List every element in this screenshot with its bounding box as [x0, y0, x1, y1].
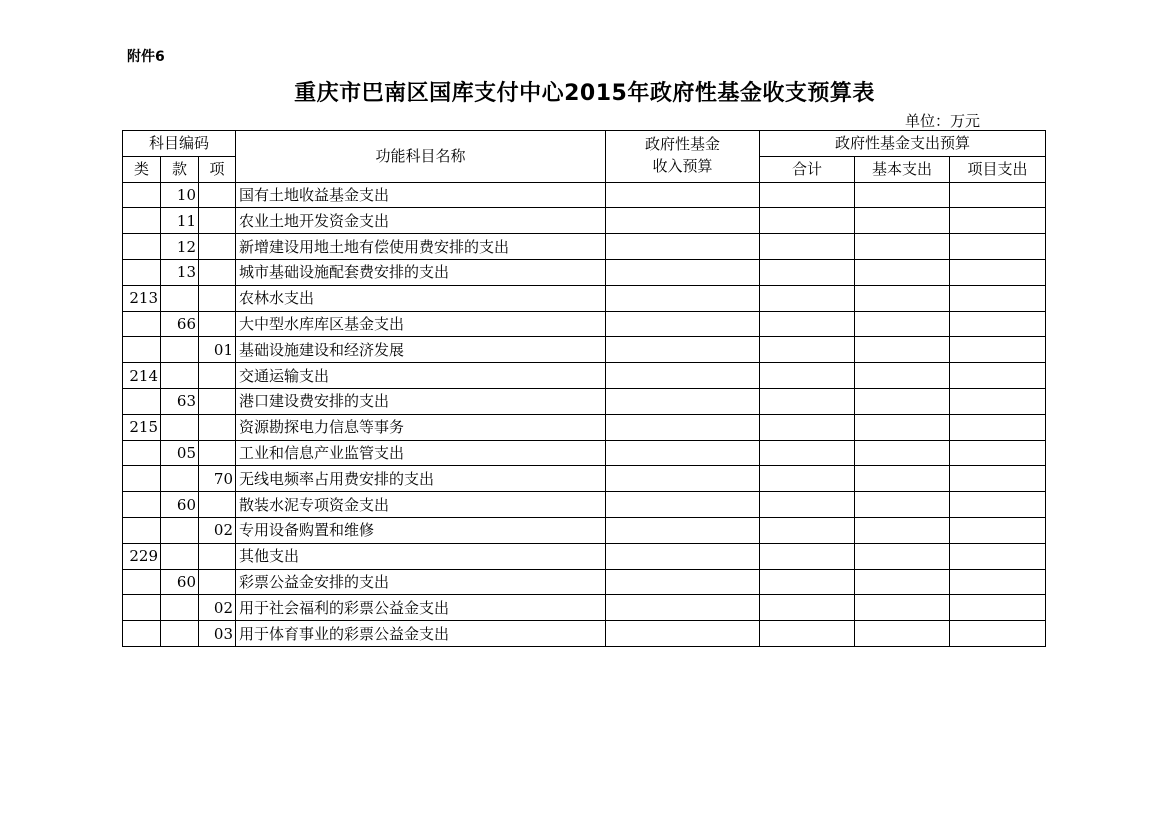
expense-total: [760, 182, 855, 208]
attachment-label: 附件6: [127, 49, 165, 65]
subject-name: 城市基础设施配套费安排的支出: [236, 259, 606, 285]
code-kuan: 10: [161, 182, 199, 208]
expense-total: [760, 492, 855, 518]
kuan-header: 款: [161, 156, 199, 182]
page-title: 重庆市巴南区国库支付中心2015年政府性基金收支预算表: [294, 81, 875, 106]
total-header: 合计: [760, 156, 855, 182]
expense-project: [950, 440, 1046, 466]
table-row: [123, 517, 1046, 543]
expense-total: [760, 414, 855, 440]
code-xiang: [199, 414, 236, 440]
code-xiang: [199, 543, 236, 569]
expense-project: [950, 363, 1046, 389]
expense-basic: [855, 285, 950, 311]
expense-basic: [855, 208, 950, 234]
code-lei: [123, 492, 161, 518]
income-budget: [606, 440, 760, 466]
expense-project: [950, 311, 1046, 337]
table-row: [123, 363, 1046, 389]
code-lei: [123, 569, 161, 595]
subject-name: 交通运输支出: [236, 363, 606, 389]
table-row: [123, 621, 1046, 647]
code-xiang: [199, 208, 236, 234]
subject-name: 无线电频率占用费安排的支出: [236, 466, 606, 492]
income-budget: [606, 234, 760, 260]
table-body: [123, 182, 1046, 646]
table-row: [123, 595, 1046, 621]
code-lei: [123, 595, 161, 621]
table-row: [123, 259, 1046, 285]
code-lei: [123, 311, 161, 337]
income-budget: [606, 388, 760, 414]
income-header-line2: 收入预算: [652, 157, 713, 175]
code-kuan: 63: [161, 388, 199, 414]
code-xiang: 01: [199, 337, 236, 363]
table-row: [123, 208, 1046, 234]
table-row: [123, 466, 1046, 492]
expense-total: [760, 363, 855, 389]
expense-total: [760, 440, 855, 466]
expense-total: [760, 569, 855, 595]
subject-name: 散装水泥专项资金支出: [236, 492, 606, 518]
table-row: [123, 388, 1046, 414]
expense-project: [950, 543, 1046, 569]
income-budget: [606, 517, 760, 543]
expense-total: [760, 259, 855, 285]
code-kuan: 11: [161, 208, 199, 234]
expense-basic: [855, 621, 950, 647]
subject-name: 港口建设费安排的支出: [236, 388, 606, 414]
expense-project: [950, 259, 1046, 285]
income-header: [606, 131, 760, 183]
expense-project: [950, 595, 1046, 621]
income-budget: [606, 466, 760, 492]
income-budget: [606, 182, 760, 208]
expense-project: [950, 517, 1046, 543]
subject-name: 基础设施建设和经济发展: [236, 337, 606, 363]
table-row: [123, 337, 1046, 363]
expense-project: [950, 182, 1046, 208]
expense-basic: [855, 363, 950, 389]
xiang-header: 项: [199, 156, 236, 182]
expense-basic: [855, 569, 950, 595]
code-xiang: [199, 285, 236, 311]
code-kuan: [161, 414, 199, 440]
expense-project: [950, 388, 1046, 414]
code-xiang: [199, 569, 236, 595]
table-row: [123, 285, 1046, 311]
expense-project: [950, 414, 1046, 440]
expense-project: [950, 466, 1046, 492]
expense-basic: [855, 543, 950, 569]
code-lei: [123, 621, 161, 647]
table-row: [123, 440, 1046, 466]
code-kuan: 12: [161, 234, 199, 260]
income-header-line1: 政府性基金: [644, 135, 720, 153]
income-budget: [606, 543, 760, 569]
income-budget: [606, 337, 760, 363]
expense-basic: [855, 466, 950, 492]
expense-total: [760, 337, 855, 363]
expense-basic: [855, 182, 950, 208]
code-kuan: 05: [161, 440, 199, 466]
code-lei: [123, 337, 161, 363]
income-budget: [606, 285, 760, 311]
subject-name: 农业土地开发资金支出: [236, 208, 606, 234]
expense-total: [760, 285, 855, 311]
expense-total: [760, 517, 855, 543]
expense-basic: [855, 492, 950, 518]
code-lei: [123, 440, 161, 466]
table-row: [123, 234, 1046, 260]
table-row: [123, 543, 1046, 569]
income-budget: [606, 311, 760, 337]
subject-name: 专用设备购置和维修: [236, 517, 606, 543]
expense-total: [760, 595, 855, 621]
code-kuan: 13: [161, 259, 199, 285]
expense-total: [760, 311, 855, 337]
code-kuan: [161, 621, 199, 647]
expense-basic: [855, 414, 950, 440]
code-xiang: [199, 363, 236, 389]
subject-name: 彩票公益金安排的支出: [236, 569, 606, 595]
name-header: 功能科目名称: [236, 131, 606, 183]
code-lei: [123, 234, 161, 260]
code-lei: [123, 208, 161, 234]
expense-basic: [855, 337, 950, 363]
code-kuan: 60: [161, 569, 199, 595]
table-row: [123, 569, 1046, 595]
code-lei: [123, 182, 161, 208]
code-lei: [123, 388, 161, 414]
code-kuan: [161, 337, 199, 363]
table-row: [123, 311, 1046, 337]
code-xiang: [199, 492, 236, 518]
subject-name: 用于体育事业的彩票公益金支出: [236, 621, 606, 647]
lei-header: 类: [123, 156, 161, 182]
subject-name: 新增建设用地土地有偿使用费安排的支出: [236, 234, 606, 260]
expense-basic: [855, 234, 950, 260]
code-xiang: [199, 440, 236, 466]
code-lei: 229: [123, 543, 161, 569]
expense-group-header: 政府性基金支出预算: [760, 131, 1046, 157]
expense-basic: [855, 595, 950, 621]
expense-total: [760, 234, 855, 260]
code-kuan: [161, 363, 199, 389]
subject-name: 用于社会福利的彩票公益金支出: [236, 595, 606, 621]
expense-total: [760, 621, 855, 647]
income-budget: [606, 621, 760, 647]
table-row: [123, 182, 1046, 208]
income-budget: [606, 492, 760, 518]
income-budget: [606, 569, 760, 595]
code-xiang: 03: [199, 621, 236, 647]
code-kuan: [161, 466, 199, 492]
expense-basic: [855, 517, 950, 543]
expense-project: [950, 234, 1046, 260]
expense-project: [950, 569, 1046, 595]
code-xiang: [199, 182, 236, 208]
basic-header: 基本支出: [855, 156, 950, 182]
code-kuan: [161, 595, 199, 621]
code-xiang: [199, 259, 236, 285]
expense-project: [950, 208, 1046, 234]
income-budget: [606, 259, 760, 285]
income-budget: [606, 414, 760, 440]
code-lei: [123, 466, 161, 492]
expense-total: [760, 543, 855, 569]
subject-name: 资源勘探电力信息等事务: [236, 414, 606, 440]
expense-total: [760, 388, 855, 414]
expense-total: [760, 466, 855, 492]
code-xiang: [199, 311, 236, 337]
table-row: [123, 492, 1046, 518]
expense-project: [950, 285, 1046, 311]
expense-project: [950, 492, 1046, 518]
code-xiang: 70: [199, 466, 236, 492]
income-budget: [606, 363, 760, 389]
subject-name: 其他支出: [236, 543, 606, 569]
project-header: 项目支出: [950, 156, 1046, 182]
code-lei: [123, 517, 161, 543]
code-kuan: [161, 543, 199, 569]
code-kuan: [161, 517, 199, 543]
code-xiang: 02: [199, 517, 236, 543]
subject-name: 农林水支出: [236, 285, 606, 311]
code-lei: 213: [123, 285, 161, 311]
code-group-header: 科目编码: [123, 131, 236, 157]
code-lei: [123, 259, 161, 285]
subject-name: 大中型水库库区基金支出: [236, 311, 606, 337]
code-xiang: [199, 234, 236, 260]
subject-name: 工业和信息产业监管支出: [236, 440, 606, 466]
expense-basic: [855, 440, 950, 466]
expense-total: [760, 208, 855, 234]
table-row: [123, 414, 1046, 440]
expense-project: [950, 337, 1046, 363]
subject-name: 国有土地收益基金支出: [236, 182, 606, 208]
code-kuan: 66: [161, 311, 199, 337]
code-xiang: 02: [199, 595, 236, 621]
code-kuan: 60: [161, 492, 199, 518]
code-xiang: [199, 388, 236, 414]
income-budget: [606, 595, 760, 621]
code-lei: 214: [123, 363, 161, 389]
budget-table: [122, 130, 1046, 647]
code-lei: 215: [123, 414, 161, 440]
income-budget: [606, 208, 760, 234]
unit-label: 单位：万元: [905, 112, 981, 130]
expense-project: [950, 621, 1046, 647]
expense-basic: [855, 259, 950, 285]
code-kuan: [161, 285, 199, 311]
expense-basic: [855, 388, 950, 414]
expense-basic: [855, 311, 950, 337]
